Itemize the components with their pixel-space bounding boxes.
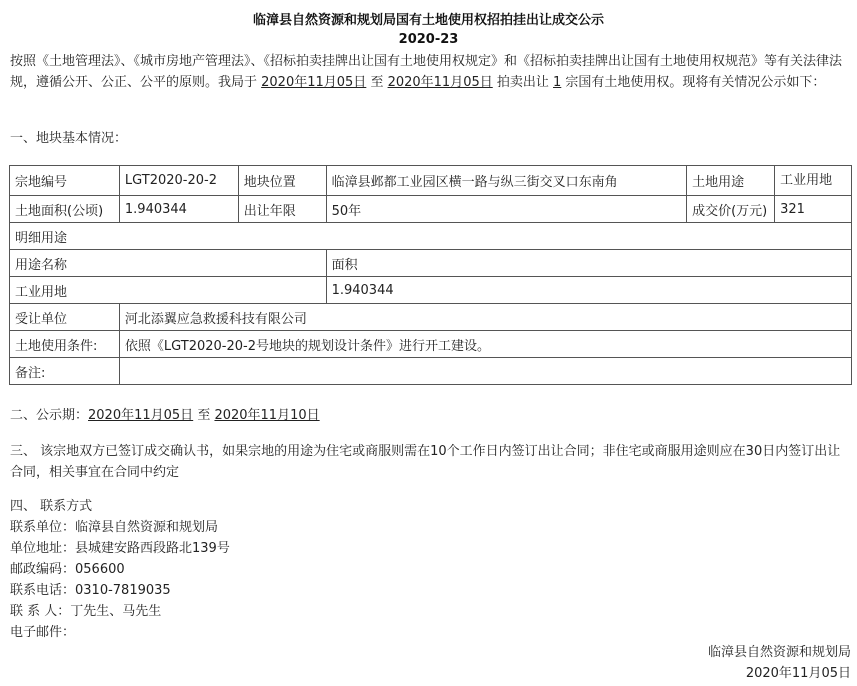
table-row bbox=[10, 304, 852, 331]
table-row bbox=[10, 358, 852, 385]
parcel-info-table bbox=[9, 165, 852, 385]
intro-date-start: 2020年11月05日 bbox=[261, 75, 367, 90]
intro-text-1: 按照《土地管理法》、《城市房地产管理法》、《招标拍卖挂牌出让国有土地使用权规定》和《招标拍卖挂牌出让国有土地使用权规范》等有关法律法规，遵循公开、公正、公平的原则。我局于 bbox=[10, 54, 843, 90]
intro-text-4: 宗国有土地使用权。现将有关情况公示如下： bbox=[561, 75, 826, 90]
intro-text-2: 至 bbox=[366, 75, 388, 90]
price-value: 321 bbox=[775, 196, 852, 223]
intro-date-end: 2020年11月05日 bbox=[387, 75, 493, 90]
detail-area-value: 1.940344 bbox=[326, 277, 851, 304]
section3-paragraph: 三、 该宗地双方已签订成交确认书，如果宗地的用途为住宅或商服则需在10个工作日内签订出让合同；非住宅或商服用途则应在30日内签订出让合同，相关事宜在合同中约定 bbox=[10, 444, 841, 480]
parcel-no-value: LGT2020-20-2 bbox=[119, 166, 238, 196]
use-value: 工业用地 bbox=[775, 166, 852, 196]
transferee-label: 受让单位 bbox=[10, 304, 120, 331]
detail-use-value: 工业用地 bbox=[10, 277, 327, 304]
use-label: 土地用途 bbox=[687, 166, 775, 196]
section2-publicity-period bbox=[10, 406, 320, 426]
contact-phone: 联系电话：0310-7819035 bbox=[10, 583, 171, 598]
signature-org: 临漳县自然资源和规划局 bbox=[707, 645, 851, 660]
contact-unit: 联系单位：临漳县自然资源和规划局 bbox=[10, 520, 219, 535]
condition-value: 依照《LGT2020-20-2号地块的规划设计条件》进行开工建设。 bbox=[119, 331, 851, 358]
page-title: 临漳县自然资源和规划局国有土地使用权招拍挂出让成交公示 bbox=[252, 13, 604, 28]
term-label: 出让年限 bbox=[238, 196, 326, 223]
table-row bbox=[10, 331, 852, 358]
remark-value bbox=[119, 358, 851, 385]
section2-prefix: 二、公示期： bbox=[10, 408, 89, 423]
table-row bbox=[10, 196, 852, 223]
table-row bbox=[10, 250, 852, 277]
intro-text-3: 拍卖出让 bbox=[492, 75, 554, 90]
section1-heading: 一、地块基本情况： bbox=[10, 131, 128, 146]
document-number: 2020-23 bbox=[398, 32, 459, 47]
area-label: 土地面积(公顷) bbox=[10, 196, 120, 223]
location-value: 临漳县邺都工业园区横一路与纵三街交叉口东南角 bbox=[326, 166, 687, 196]
transferee-value: 河北添翼应急救援科技有限公司 bbox=[119, 304, 851, 331]
table-row bbox=[10, 223, 852, 250]
remark-label: 备注: bbox=[10, 358, 120, 385]
contact-postcode: 邮政编码：056600 bbox=[10, 562, 125, 577]
section2-end-date: 2020年11月10日 bbox=[214, 408, 320, 423]
contact-person: 联 系 人：丁先生、马先生 bbox=[10, 604, 162, 619]
intro-paragraph bbox=[10, 51, 848, 93]
table-row bbox=[10, 166, 852, 196]
section4-heading: 四、 联系方式 bbox=[10, 499, 93, 514]
signature-date: 2020年11月05日 bbox=[745, 666, 851, 681]
contact-email: 电子邮件： bbox=[10, 625, 76, 640]
location-label: 地块位置 bbox=[238, 166, 326, 196]
table-row bbox=[10, 277, 852, 304]
section2-mid: 至 bbox=[193, 408, 215, 423]
area-column-header: 面积 bbox=[326, 250, 851, 277]
price-label: 成交价(万元) bbox=[687, 196, 775, 223]
detail-use-heading: 明细用途 bbox=[10, 223, 852, 250]
section2-start-date: 2020年11月05日 bbox=[88, 408, 194, 423]
condition-label: 土地使用条件: bbox=[10, 331, 120, 358]
intro-count: 1 bbox=[553, 75, 562, 90]
contact-address: 单位地址：县城建安路西段路北139号 bbox=[10, 541, 230, 556]
term-value: 50年 bbox=[326, 196, 687, 223]
area-value: 1.940344 bbox=[119, 196, 238, 223]
parcel-no-label: 宗地编号 bbox=[10, 166, 120, 196]
use-name-header: 用途名称 bbox=[10, 250, 327, 277]
